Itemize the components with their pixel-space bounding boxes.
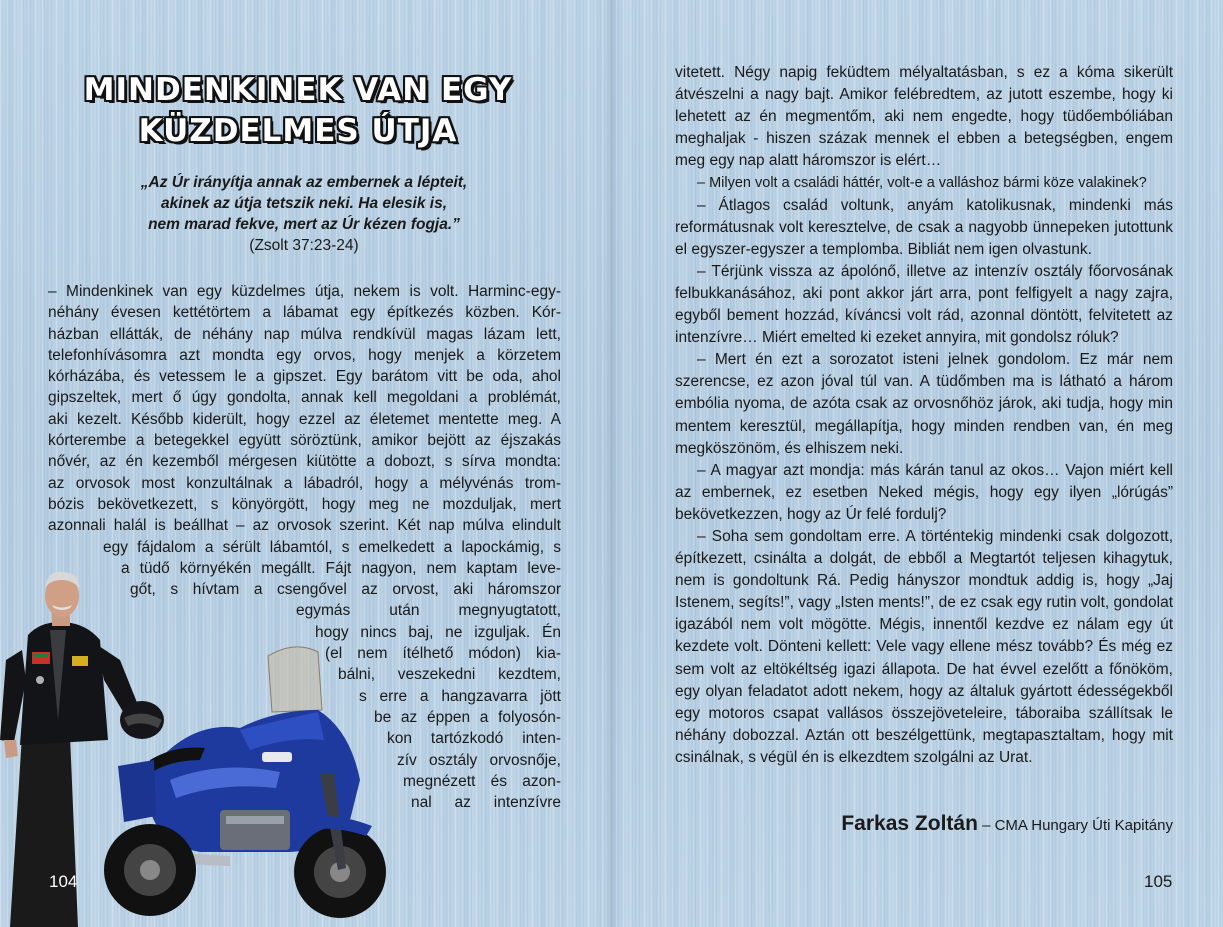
text-line: bózis bekövetkezett, s könyörgött, hogy meg ne mozduljak, mert: [48, 495, 561, 513]
text-line: nal az intenzívre: [411, 794, 561, 812]
article-text-left: [48, 281, 561, 813]
text-line: egymás után megnyugtatott,: [296, 602, 561, 620]
text-line: azonnali halál is beállhat – az orvosok szerint. Két nap múlva elindult: [48, 517, 561, 535]
page-number-right: 105: [1144, 872, 1173, 891]
text-line: (el nem ítélhető módon) kia-: [325, 645, 561, 663]
paragraph: vitetett. Négy napig feküdtem mélyaltatásban, s ez a kóma sikerült átvészelni a nagy bajt. Amikor felébredtem, az jutott eszembe, hogy ki lehetett az én megmentőm, aki nem engedte, hogy tüdőembóliában meghaljak - hiszen százak mennek el ebben a betegségben, engem meg egy nap alatt háromszor is elért…: [675, 64, 1173, 170]
paragraph: – Mert én ezt a sorozatot isteni jelnek gondolom. Ez már nem szerencse, ez azon jóval túl van. A tüdőmben ma is látható a három embólia nyoma, de azóta csak az orvosnőhöz járok, aki tudja, hogy min mentem keresztül, megállapítja, hogy minden rendben van, én meg megköszönöm, és elhiszem neki.: [675, 351, 1173, 457]
right-page: [612, 0, 1223, 927]
text-line: nővér, az én kezemből mérgesen kiütötte a dobozt, s sírva mondta:: [48, 453, 561, 471]
text-line: kon tartózkodó inten-: [387, 730, 561, 748]
paragraph: – Soha sem gondoltam erre. A történtekig mindenki csak dolgozott, építkezett, csinálta a dolgát, de ebből a Megtartót teljesen kihagytuk, nem is gondoltunk Rá. Pedig hányszor mondtuk addig is, hogy „Jaj Istenem, segíts!”, vagy „Isten ments!”, de ez csak egy rutin volt, gondolat igazából nem volt mögötte. Mégis, innentől kezdve ez nálam egy út kezdete volt. Dönteni kellett: Vele vagy ellene mész tovább? És még ez sem volt az eltökéltség igazi állapota. De hat évvel ezelőtt a főnököm, egy olyan feladatot adott nekem, hogy az általuk gyártott édességekből egy motoros csapat vallásos összejöveteleire, táboraiba szállítsak le néhány dobozzal. Aztán ott beszélgettünk, megtapasztaltam, hogy mit csinálnak, s végül én is elkezdtem szolgálni az Urat.: [675, 527, 1173, 766]
article-title: [48, 70, 548, 152]
paragraph: – Átlagos család voltunk, anyám katolikusnak, mindenki más reformátusnak volt keresztelve, de csak a nagyobb ünnepeken jutottunk el egyszer-egyszer a templomba. Bibliát nem igen olvastunk.: [675, 196, 1173, 258]
text-line: hogy nincs baj, ne izguljak. Én: [315, 623, 561, 641]
text-line: – Mindenkinek van egy küzdelmes útja, nekem is volt. Harminc-egy-: [48, 283, 561, 300]
text-line: néhány évesen kettétörtem a lábamat egy építkezés közben. Kór-: [48, 304, 561, 322]
text-line: a tüdő környékén megállt. Fájt nagyon, nem kaptam leve-: [121, 559, 561, 577]
text-line: zív osztály orvosnője,: [397, 751, 561, 769]
text-line: aki kezelt. Később kiderült, hogy ezzel az életemet mentette meg. A: [48, 410, 561, 428]
quote-reference: (Zsolt 37:23-24): [249, 237, 359, 254]
text-line: megnézett és azon-: [403, 772, 561, 790]
text-line: házban ellátták, de néhány nap múlva rendkívül magas lázam lett,: [48, 325, 561, 343]
paragraph: – A magyar azt mondja: más kárán tanul az okos… Vajon miért kell az embernek, ez esetben Neked mégis, hogy egy ilyen „lórúgás” bekövetkezzen, hogy az Úr felé fordulj?: [675, 461, 1173, 523]
text-line: be az éppen a folyosón-: [374, 708, 561, 726]
author-signature: [797, 812, 1173, 836]
article-text-right: [675, 62, 1173, 769]
author-name: Farkas Zoltán: [841, 812, 978, 835]
text-line: bálni, veszekedni kezdtem,: [338, 666, 561, 684]
author-role: – CMA Hungary Úti Kapitány: [977, 817, 1173, 834]
text-line: kórházába, és vetessem le a gipszet. Egy barátom vitt be oda, ahol: [48, 368, 561, 386]
text-line: egy fájdalom a sérült lábamtól, s emelkedett a lapockámig, s: [103, 538, 561, 556]
text-line: s erre a hangzavarra jött: [359, 687, 561, 705]
text-line: gőt, s hívtam a csengővel az orvost, aki háromszor: [130, 581, 561, 599]
page-number-left: 104: [49, 872, 78, 891]
title-line-2: KÜZDELMES ÚTJA: [138, 113, 458, 149]
title-line-1: MINDENKINEK VAN EGY: [83, 72, 513, 108]
quote-line-3: nem marad fekve, mert az Úr kézen fogja.”: [148, 216, 460, 233]
text-line: gipszeltek, mert ő úgy gondolta, annak kell megoldani a problémát,: [48, 389, 561, 407]
paragraph: – Térjünk vissza az ápolónő, illetve az intenzív osztály főorvosának felbukkanásához, aki pont akkor járt arra, pont felfigyelt a nagy zajra, egyből bement hozzád, kíváncsi volt rád, azonnal döntött, felvitetett az intenzívre… Miért emelted ki ezeket annyira, mit gondolsz róluk?: [675, 262, 1173, 347]
text-line: telefonhívásomra azt mondta egy orvos, hogy menjek a körzetem: [48, 346, 561, 364]
interview-question: – Milyen volt a családi háttér, volt-e a valláshoz bármi köze valakinek?: [697, 175, 1147, 192]
text-line: az orvosok most konzultálnak a lábadról, hogy a mélyvénás trom-: [48, 474, 561, 492]
text-line: kórterembe a betegekkel együtt söröztünk, amikor bejött az éjszakás: [48, 432, 561, 450]
bible-quote: [60, 172, 548, 256]
quote-line-1: „Az Úr irányítja annak az embernek a lépteit,: [140, 174, 468, 191]
quote-line-2: akinek az útja tetszik neki. Ha elesik is,: [160, 195, 448, 212]
left-page: [0, 0, 610, 927]
